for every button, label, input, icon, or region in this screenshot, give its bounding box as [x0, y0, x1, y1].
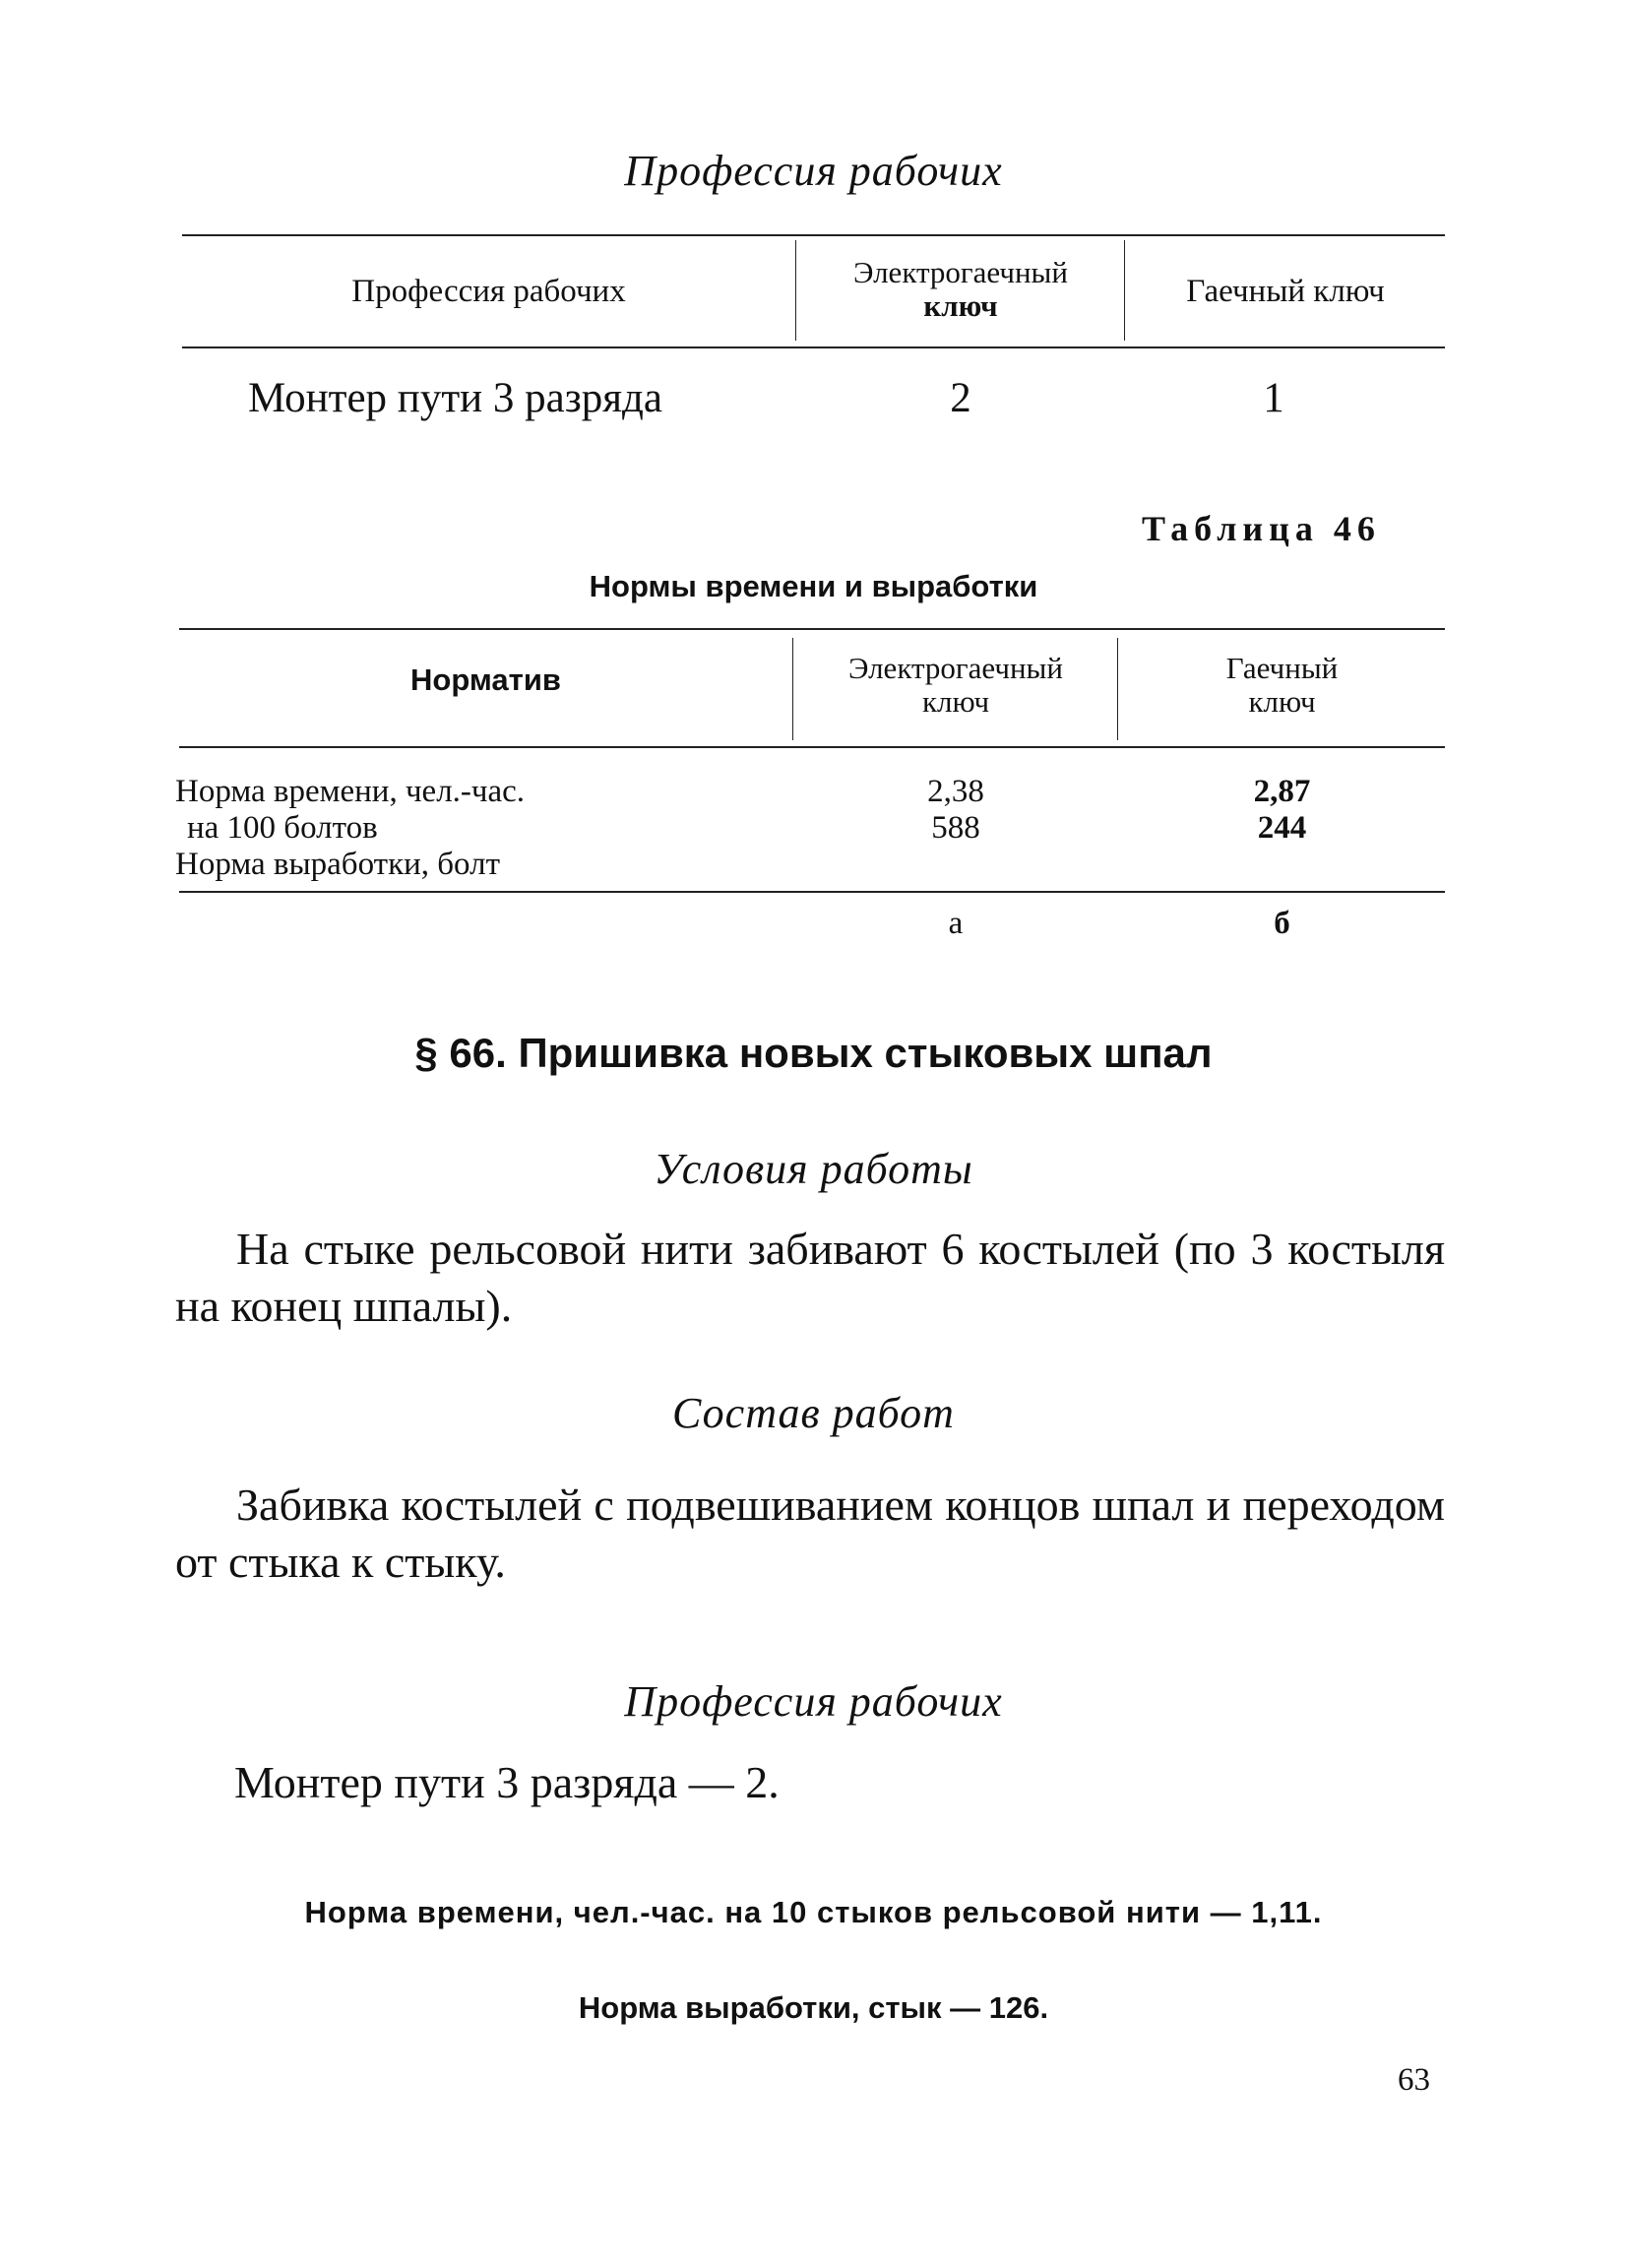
- row-label: Монтер пути 3 разряда: [248, 375, 662, 421]
- column-electro-values: [794, 774, 1117, 847]
- row-value-electro: 2: [950, 375, 971, 421]
- header-electro-wrench-line2: ключ: [923, 288, 998, 324]
- table-bottom-rule: [179, 891, 1445, 893]
- column-divider: [1117, 638, 1118, 740]
- row-labels: [175, 774, 525, 883]
- conditions-text: На стыке рельсовой нити забивают 6 костылей (по 3 костыля на конец шпалы).: [175, 1224, 1445, 1331]
- conditions-paragraph: [175, 1221, 1445, 1335]
- footer-col-b: б: [1274, 906, 1290, 941]
- header-wrench-line2: ключ: [1248, 684, 1316, 720]
- column-divider: [795, 240, 796, 341]
- table-header-rule: [182, 346, 1445, 348]
- table-top-rule: [182, 234, 1445, 236]
- header-electro-wrench: [794, 652, 1117, 719]
- column-divider: [792, 638, 793, 740]
- profession-heading: Профессия рабочих: [624, 1677, 1003, 1726]
- conditions-heading: Условия работы: [654, 1145, 973, 1193]
- work-text: Забивка костылей с подвешиванием концов шпал и переходом от стыка к стыку.: [175, 1480, 1445, 1587]
- work-paragraph: [175, 1477, 1445, 1591]
- header-normativ: Норматив: [410, 662, 561, 697]
- row-label-per-100: на 100 болтов: [187, 810, 378, 846]
- cell-output-wrench: 244: [1257, 810, 1307, 846]
- footer-col-a: а: [948, 906, 964, 941]
- header-electro-wrench: [797, 256, 1124, 323]
- header-electro-wrench-line2: ключ: [921, 684, 990, 720]
- table-title: Нормы времени и выработки: [589, 569, 1038, 603]
- table-number: Таблица 46: [1142, 509, 1381, 548]
- cell-time-electro: 2,38: [927, 774, 984, 809]
- norm-time-line: Норма времени, чел.-час. на 10 стыков рельсовой нити — 1,11.: [304, 1895, 1323, 1929]
- header-wrench: Гаечный ключ: [1186, 274, 1385, 309]
- table-header-rule: [179, 746, 1445, 748]
- header-wrench-line1: Гаечный: [1225, 651, 1339, 685]
- column-wrench-values: [1119, 774, 1445, 847]
- cell-output-electro: 588: [931, 810, 980, 846]
- norm-output-line: Норма выработки, стык — 126.: [578, 1990, 1049, 2025]
- table-top-rule: [179, 628, 1445, 630]
- header-profession: Профессия рабочих: [351, 274, 626, 309]
- header-electro-wrench-line1: Электрогаечный: [853, 255, 1068, 289]
- row-label-time: Норма времени, чел.-час.: [175, 774, 526, 809]
- section-heading-profession: Профессия рабочих: [624, 147, 1003, 195]
- header-electro-wrench-line1: Электрогаечный: [848, 651, 1063, 685]
- profession-text: Монтер пути 3 разряда — 2.: [234, 1757, 780, 1807]
- header-wrench: [1119, 652, 1445, 719]
- row-label-output: Норма выработки, болт: [175, 847, 500, 882]
- row-value-wrench: 1: [1263, 375, 1284, 421]
- section-title: § 66. Пришивка новых стыковых шпал: [414, 1030, 1213, 1076]
- work-heading: Состав работ: [672, 1389, 955, 1437]
- cell-time-wrench: 2,87: [1253, 774, 1311, 809]
- page-number: 63: [1398, 2062, 1430, 2098]
- column-divider: [1124, 240, 1125, 341]
